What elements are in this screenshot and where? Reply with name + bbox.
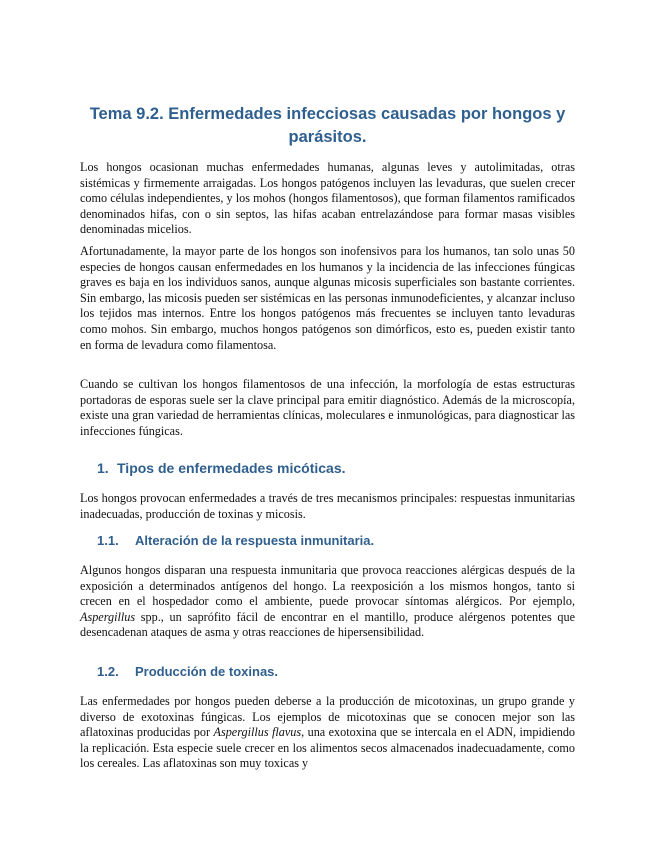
section-1-1-paragraph xyxy=(80,563,575,641)
section-1-1-number: 1.1. xyxy=(97,533,119,548)
page-title: Tema 9.2. Enfermedades infecciosas causadas por hongos y parásitos. xyxy=(89,105,566,146)
section-1-1-heading xyxy=(97,533,374,548)
section-1-2-number: 1.2. xyxy=(97,664,119,679)
section-1-number: 1. xyxy=(97,460,109,476)
section-1-1-text-b: spp., un saprófito fácil de encontrar en el mantillo, produce alérgenos potentes que desencadenan ataques de asma y otras reacciones de hipersensibilidad. xyxy=(80,609,575,640)
section-1-2-species: Aspergillus flavus xyxy=(213,725,302,740)
section-1-heading xyxy=(97,460,346,476)
section-1-2-title: Producción de toxinas. xyxy=(135,664,279,679)
section-1-1-text-a: Algunos hongos disparan una respuesta inmunitaria que provoca reacciones alérgicas después de la exposición a determinados antígenos del hongo. La reexposición a los mismos hongos, tanto si crecen en el hospedador como el ambiente, puede provocar síntomas alérgicos. Por ejemplo, xyxy=(80,563,575,609)
intro-paragraph-1: Los hongos ocasionan muchas enfermedades humanas, algunas leves y autolimitadas, otras sistémicas y firmemente arraigadas. Los hongos patógenos incluyen las levaduras, que suelen crecer como células independientes, y los mohos (hongos filamentosos), que forman filamentos ramificados denominados hifas, con o sin septos, las hifas acaban entrelazándose para formar masas visibles denominadas micelios. xyxy=(80,160,575,237)
section-1-title: Tipos de enfermedades micóticas. xyxy=(117,460,346,476)
section-1-1-species: Aspergillus xyxy=(80,609,136,624)
intro-paragraph-3: Cuando se cultivan los hongos filamentosos de una infección, la morfología de estas estructuras portadoras de esporas suele ser la clave principal para emitir diagnóstico. Además de la microscopía, existe una gran variedad de herramientas clínicas, moleculares e inmunológicas, para diagnosticar las infecciones fúngicas. xyxy=(80,377,575,438)
section-1-2-text-a: Las enfermedades por hongos pueden deberse a la producción de micotoxinas, un grupo grande y diverso de exotoxinas fúngicas. Los ejemplos de micotoxinas que se conocen mejor son las aflatoxinas producidas por xyxy=(80,694,575,740)
section-1-paragraph: Los hongos provocan enfermedades a través de tres mecanismos principales: respuestas inmunitarias inadecuadas, producción de toxinas y micosis. xyxy=(80,491,575,521)
section-1-2-paragraph xyxy=(80,694,575,772)
section-1-1-title: Alteración de la respuesta inmunitaria. xyxy=(135,533,375,548)
section-1-2-heading xyxy=(97,664,278,679)
intro-paragraph-2: Afortunadamente, la mayor parte de los hongos son inofensivos para los humanos, tan solo unas 50 especies de hongos causan enfermedades en los humanos y la incidencia de las infecciones fúngicas graves es baja en los individuos sanos, aunque algunas micosis superficiales son bastante corrientes. Sin embargo, las micosis pueden ser sistémicas en las personas inmunodeficientes, y alcanzar incluso los tejidos mas internos. Entre los hongos patógenos más frecuentes se incluyen tanto levaduras como mohos. Sin embargo, muchos hongos patógenos son dimórficos, esto es, pueden existir tanto en forma de levadura como filamentosa. xyxy=(80,244,575,352)
section-1-2-text-b: , una exotoxina que se intercala en el ADN, impidiendo la replicación. Esta especie suele crecer en los alimentos secos almacenados inadecuadamente, como los cereales. Las aflatoxinas son muy toxicas y xyxy=(80,725,576,771)
